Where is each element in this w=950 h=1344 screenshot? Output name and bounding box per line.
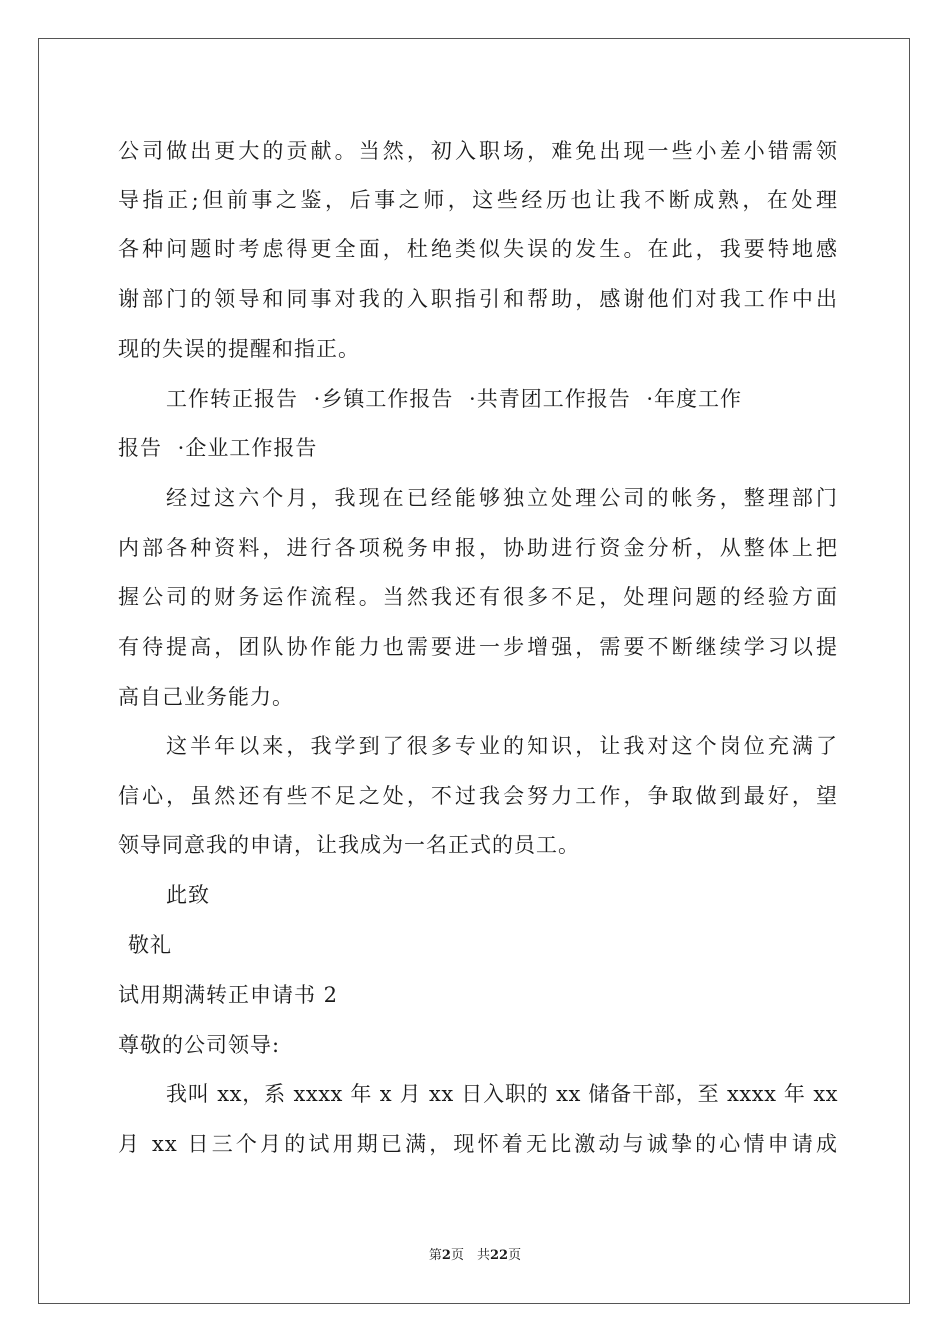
related-links-line: 工作转正报告 ·乡镇工作报告 ·共青团工作报告 ·年度工作 xyxy=(166,387,743,411)
page-prefix: 第 xyxy=(428,1248,442,1263)
page-footer xyxy=(0,1247,950,1265)
body-line: 领导同意我的申请，让我成为一名正式的员工。 xyxy=(118,833,580,857)
page-border xyxy=(38,38,910,1304)
body-line: 握公司的财务运作流程。当然我还有很多不足，处理问题的经验方面 xyxy=(118,585,838,609)
body-line: 导指正;但前事之鉴，后事之师，这些经历也让我不断成熟，在处理 xyxy=(118,188,838,212)
body-line: 信心，虽然还有些不足之处，不过我会努力工作，争取做到最好，望 xyxy=(118,784,838,808)
body-line: 经过这六个月，我现在已经能够独立处理公司的帐务，整理部门 xyxy=(166,486,838,510)
closing-regards: 敬礼 xyxy=(128,933,172,957)
body-line: 我叫 xx，系 xxxx 年 x 月 xx 日入职的 xx 储备干部，至 xxxx 年 xx xyxy=(166,1082,838,1106)
body-line: 月 xx 日三个月的试用期已满，现怀着无比激动与诚挚的心情申请成 xyxy=(118,1132,838,1156)
body-line: 高自己业务能力。 xyxy=(118,685,294,709)
total-page-number: 22 xyxy=(489,1248,509,1263)
body-line: 各种问题时考虑得更全面，杜绝类似失误的发生。在此，我要特地感 xyxy=(118,237,838,261)
body-line: 有待提高，团队协作能力也需要进一步增强，需要不断继续学习以提 xyxy=(118,635,838,659)
body-line: 这半年以来，我学到了很多专业的知识，让我对这个岗位充满了 xyxy=(166,734,838,758)
body-line: 公司做出更大的贡献。当然，初入职场，难免出现一些小差小错需领 xyxy=(118,139,838,163)
body-line: 现的失误的提醒和指正。 xyxy=(118,337,360,361)
closing-salutation: 此致 xyxy=(166,883,210,907)
section-title: 试用期满转正申请书 2 xyxy=(118,983,339,1007)
current-page-number: 2 xyxy=(441,1248,451,1263)
related-links-line: 报告 ·企业工作报告 xyxy=(118,436,318,460)
body-line: 内部各种资料，进行各项税务申报，协助进行资金分析，从整体上把 xyxy=(118,536,838,560)
greeting: 尊敬的公司领导: xyxy=(118,1033,281,1057)
page-mid: 页 共 xyxy=(450,1248,490,1263)
page-suffix: 页 xyxy=(508,1248,522,1263)
body-line: 谢部门的领导和同事对我的入职指引和帮助，感谢他们对我工作中出 xyxy=(118,287,838,311)
